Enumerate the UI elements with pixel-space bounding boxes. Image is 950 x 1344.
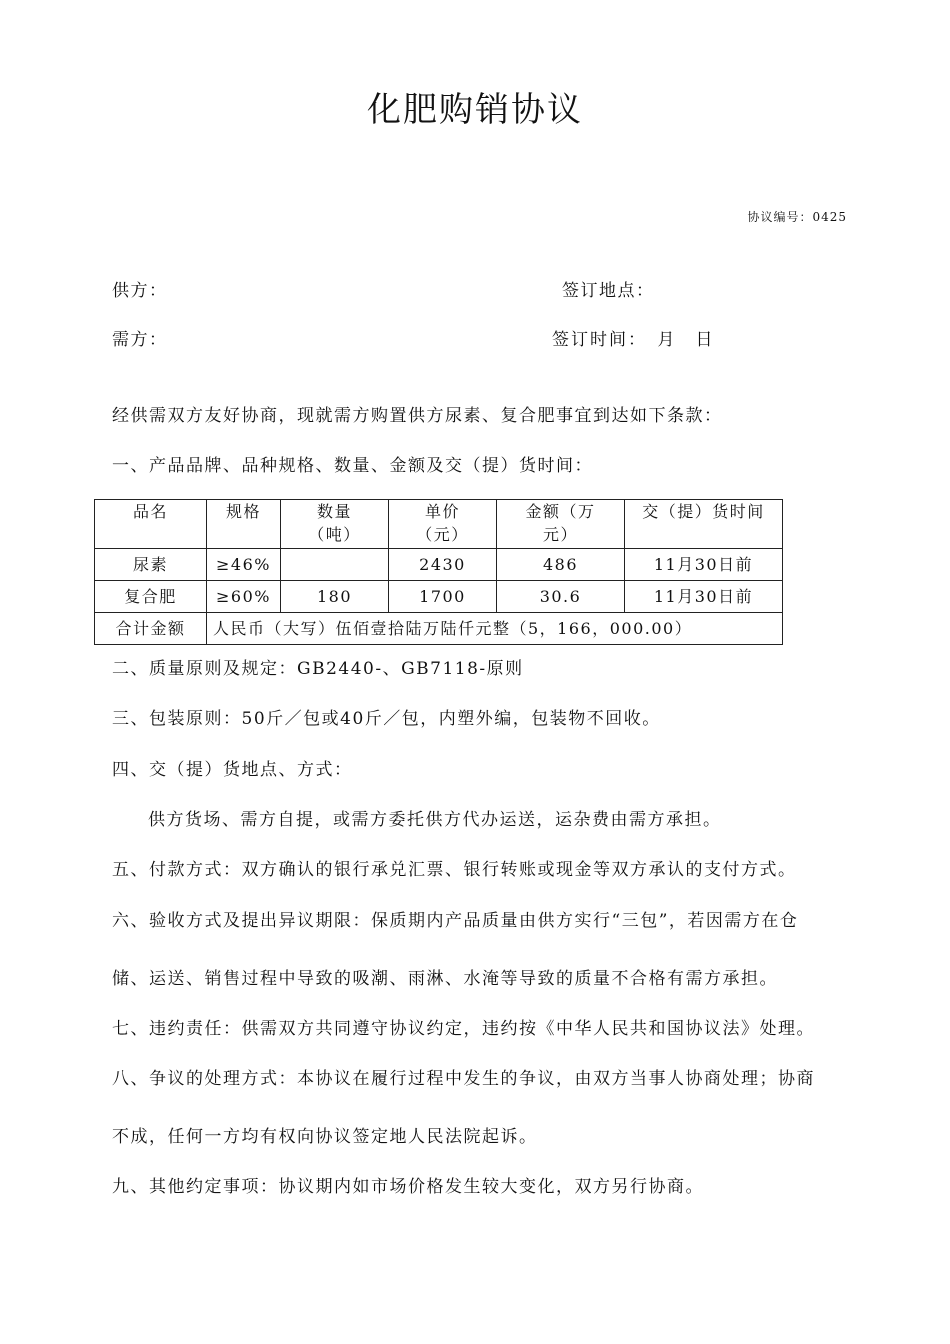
section-2: 二、质量原则及规定：GB2440-、GB7118-原则 <box>112 659 524 679</box>
cell-delivery-time: 11月30日前 <box>625 549 783 581</box>
header-cell: 单价 （元） <box>389 500 497 549</box>
header-cell: 数量 （吨） <box>281 500 389 549</box>
signing-date-label: 签订时间： 月 日 <box>552 330 715 350</box>
signing-place-label: 签订地点： <box>562 281 655 301</box>
cell-amount: 30.6 <box>497 581 625 613</box>
cell-unit-price: 1700 <box>389 581 497 613</box>
supplier-label: 供方： <box>112 281 168 301</box>
section-3: 三、包装原则：50斤／包或40斤／包，内塑外编，包装物不回收。 <box>112 709 661 729</box>
section-4-body: 供方货场、需方自提，或需方委托供方代办运送，运杂费由需方承担。 <box>148 810 722 830</box>
section-4-heading: 四、交（提）货地点、方式： <box>112 760 353 780</box>
total-value: 人民币（大写）伍佰壹拾陆万陆仟元整（5，166，000.00） <box>207 613 783 645</box>
intro-paragraph: 经供需双方友好协商，现就需方购置供方尿素、复合肥事宜到达如下条款： <box>112 406 723 426</box>
cell-spec: ≥60% <box>207 581 281 613</box>
section-5: 五、付款方式：双方确认的银行承兑汇票、银行转账或现金等双方承认的支付方式。 <box>112 860 797 880</box>
table-row <box>95 581 783 613</box>
cell-quantity: 180 <box>281 581 389 613</box>
table-header-row <box>95 500 783 549</box>
section-6-line-1: 六、验收方式及提出异议期限：保质期内产品质量由供方实行“三包”，若因需方在仓 <box>112 911 799 931</box>
product-table <box>94 499 783 645</box>
document-title: 化肥购销协议 <box>367 90 583 130</box>
cell-quantity <box>281 549 389 581</box>
table-total-row <box>95 613 783 645</box>
agreement-number: 协议编号：0425 <box>747 210 847 224</box>
cell-amount: 486 <box>497 549 625 581</box>
cell-spec: ≥46% <box>207 549 281 581</box>
buyer-label: 需方： <box>112 330 168 350</box>
total-label: 合计金额 <box>95 613 207 645</box>
section-8-line-2: 不成，任何一方均有权向协议签定地人民法院起诉。 <box>112 1127 538 1147</box>
section-8-line-1: 八、争议的处理方式：本协议在履行过程中发生的争议，由双方当事人协商处理；协商 <box>112 1069 815 1089</box>
header-cell: 品名 <box>95 500 207 549</box>
header-cell: 交（提）货时间 <box>625 500 783 549</box>
header-cell: 金额（万 元） <box>497 500 625 549</box>
section-6-line-2: 储、运送、销售过程中导致的吸潮、雨淋、水淹等导致的质量不合格有需方承担。 <box>112 969 778 989</box>
cell-delivery-time: 11月30日前 <box>625 581 783 613</box>
table-row <box>95 549 783 581</box>
cell-product: 复合肥 <box>95 581 207 613</box>
section-1-heading: 一、产品品牌、品种规格、数量、金额及交（提）货时间： <box>112 456 593 476</box>
section-7: 七、违约责任：供需双方共同遵守协议约定，违约按《中华人民共和国协议法》处理。 <box>112 1019 815 1039</box>
cell-unit-price: 2430 <box>389 549 497 581</box>
cell-product: 尿素 <box>95 549 207 581</box>
header-cell: 规格 <box>207 500 281 549</box>
section-9: 九、其他约定事项：协议期内如市场价格发生较大变化，双方另行协商。 <box>112 1177 704 1197</box>
